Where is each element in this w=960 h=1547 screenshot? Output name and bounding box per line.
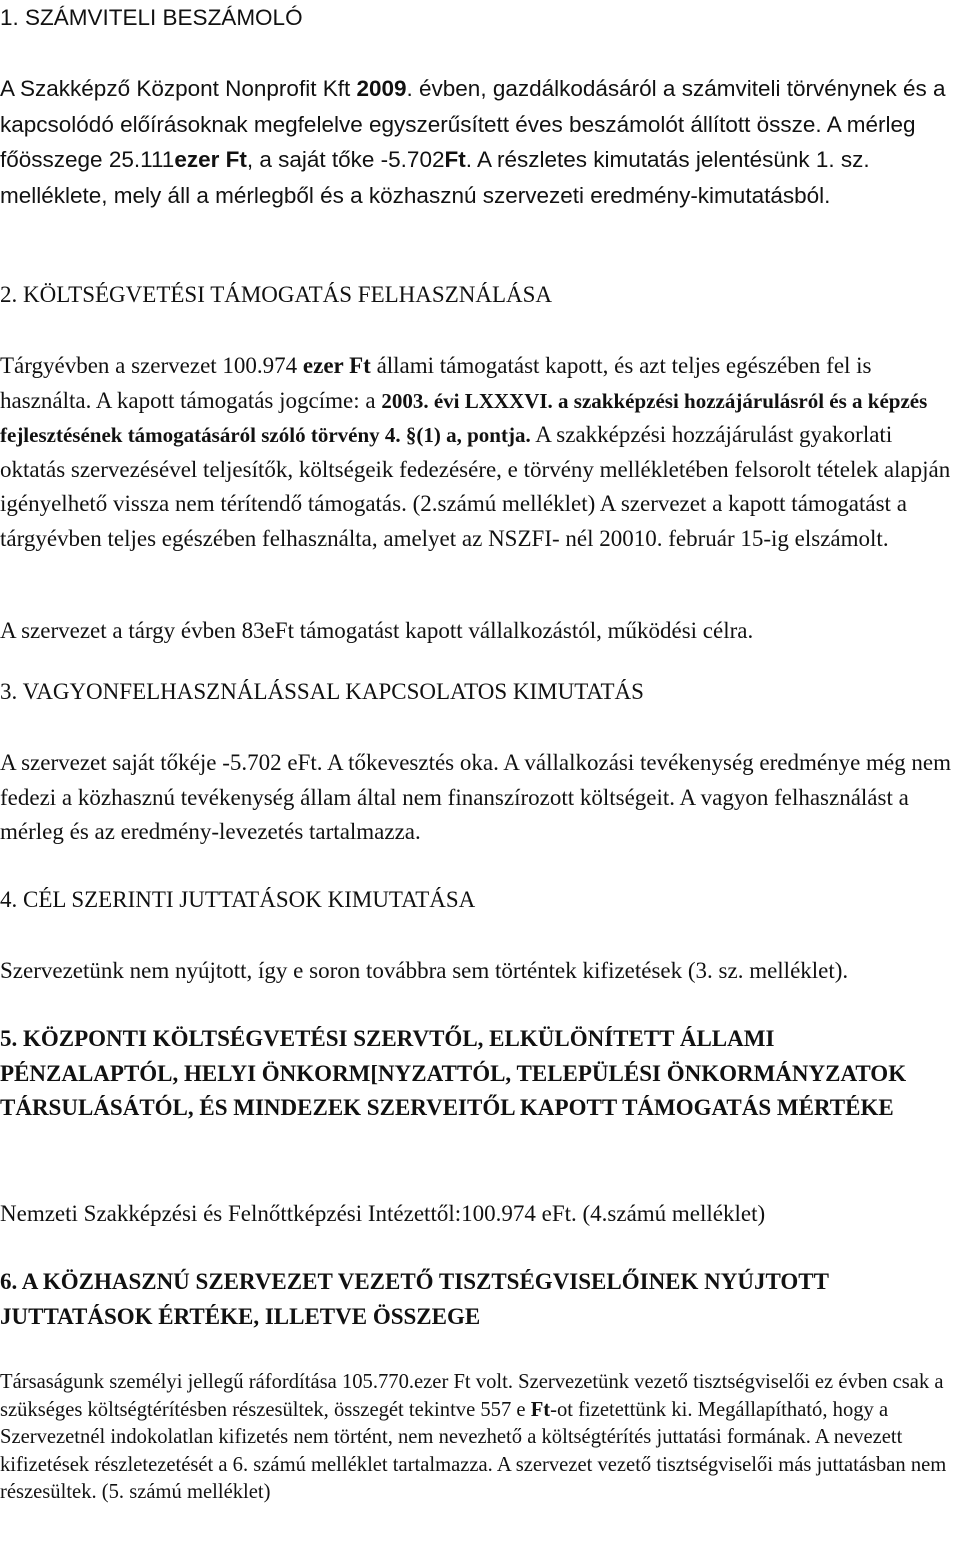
bold-run: 2009	[356, 76, 407, 101]
bold-run: Ft	[530, 1398, 551, 1421]
bold-run: ezer Ft	[302, 353, 371, 378]
section-3-paragraph: A szervezet saját tőkéje -5.702 eFt. A tőkevesztés oka. A vállalkozási tevékenység eredménye még nem fedezi a közhasznú tevékenység állam által nem finanszírozott költségeit. A vagyon felhasználást a mérleg és az eredmény-levezetés tartalmazza.	[0, 750, 951, 845]
section-5-paragraph: Nemzeti Szakképzési és Felnőttképzési Intézettől:100.974 eFt. (4.számú melléklet)	[0, 1201, 766, 1226]
section-5-heading: 5. KÖZPONTI KÖLTSÉGVETÉSI SZERVTŐL, ELKÜLÖNÍTETT ÁLLAMI PÉNZALAPTÓL, HELYI ÖNKORM[NYZATTÓL, TELEPÜLÉSI ÖNKORMÁNYZATOK TÁRSULÁSÁTÓL, ÉS MINDEZEK SZERVEITŐL KAPOTT TÁMOGATÁS MÉRTÉKE	[0, 1026, 907, 1121]
text-run: , a saját tőke -5.702	[246, 147, 445, 172]
section-6-heading: 6. A KÖZHASZNÚ SZERVEZET VEZETŐ TISZTSÉGVISELŐINEK NYÚJTOTT JUTTATÁSOK ÉRTÉKE, ILLETVE ÖSSZEGE	[0, 1269, 829, 1329]
text-run: . A részletes kimutatás jelentésünk 1. sz. melléklete, mely áll a mérlegből és a közhasznú szervezeti eredmény-kimutatásból.	[0, 147, 870, 208]
text-run: A szakképzési hozzájárulást gyakorlati oktatás szervezésével teljesítők, költségeik fedezésére, e törvény mellékletében felsorolt tételek alapján igényelhető vissza nem térítendő támogatás. (2.számú melléklet) A szervezet a kapott támogatást a tárgyévben teljes egészében felhasználta, amelyet az NSZFI- nél 20010. február 15-ig elszámolt.	[0, 422, 951, 551]
section-4-paragraph: Szervezetünk nem nyújtott, így e soron továbbra sem történtek kifizetések (3. sz. melléklet).	[0, 958, 849, 983]
section-3-heading: 3. VAGYONFELHASZNÁLÁSSAL KAPCSOLATOS KIMUTATÁS	[0, 679, 644, 704]
text-run: Tárgyévben a szervezet 100.974	[0, 353, 303, 378]
text-run: Társaságunk személyi jellegű ráfordítása 105.770.ezer Ft volt. Szervezetünk vezető tisztségviselői ez évben csak a szükséges költségtérítésben részesültek, összegét tekintve 557 e	[0, 1371, 944, 1421]
text-run: állami támogatást kapott, és azt teljes egészében fel is használta. A kapott támogatás jogcíme: a	[0, 353, 872, 413]
section-2-paragraph	[0, 349, 958, 557]
section-2-heading: 2. KÖLTSÉGVETÉSI TÁMOGATÁS FELHASZNÁLÁSA	[0, 282, 553, 307]
bold-run: Ft	[444, 147, 466, 172]
bold-run: 2003. évi LXXXVI. a szakképzési hozzájárulásról és a képzés fejlesztésének támogatásáról szóló törvény 4. §(1) a, pontja.	[0, 388, 928, 448]
section-2-paragraph-2: A szervezet a tárgy évben 83eFt támogatást kapott vállalkozástól, működési célra.	[0, 618, 754, 643]
bold-run: ezer Ft	[174, 147, 247, 172]
section-4-heading: 4. CÉL SZERINTI JUTTATÁSOK KIMUTATÁSA	[0, 887, 476, 912]
section-6-paragraph	[0, 1369, 958, 1507]
section-1-paragraph	[0, 71, 958, 213]
text-run: A Szakképző Központ Nonprofit Kft	[0, 76, 357, 101]
text-run: -ot fizetettünk ki. Megállapítható, hogy a Szervezetnél indokolatlan kifizetés nem történt, nem nevezhető a költségtérítés juttatási formának. A nevezett kifizetések részletezetését a 6. számú melléklet tartalmazza. A szervezet vezető tisztségviselői más juttatásban nem részesültek. (5. számú melléklet)	[0, 1398, 947, 1504]
section-1-heading: 1. SZÁMVITELI BESZÁMOLÓ	[0, 5, 303, 30]
text-run: . évben, gazdálkodásáról a számviteli törvénynek és a kapcsolódó előírásoknak megfelelve egyszerűsített éves beszámolót állított össze. A mérleg főösszege 25.111	[0, 76, 946, 172]
